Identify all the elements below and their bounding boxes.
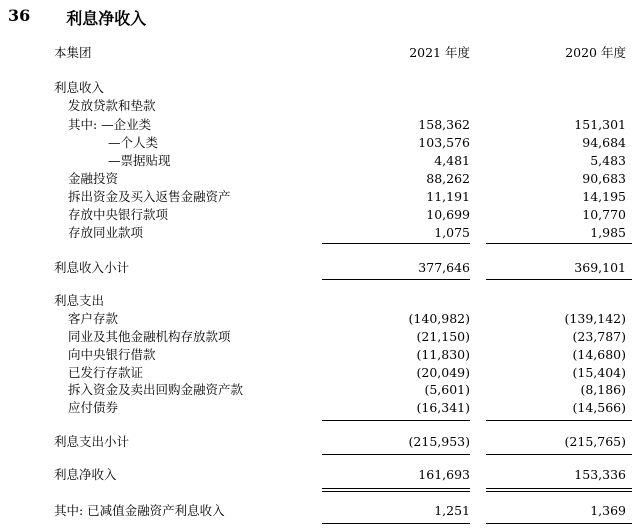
table-row <box>0 346 640 364</box>
subtotal-rule <box>486 420 632 421</box>
value-2021: 377,646 <box>418 260 470 275</box>
row-label: 客户存款 <box>68 311 119 326</box>
row-label: 存放中央银行款项 <box>68 207 169 222</box>
value-2020: (215,765) <box>564 434 626 449</box>
value-2021: (20,049) <box>416 365 470 380</box>
value-2020: (8,186) <box>580 382 626 397</box>
value-2020: 1,369 <box>590 503 626 518</box>
value-2021: 1,075 <box>434 225 470 240</box>
value-2020: (15,404) <box>572 365 626 380</box>
table-row <box>0 364 640 382</box>
table-row <box>0 381 640 399</box>
value-2021: (140,982) <box>408 311 470 326</box>
row-label: —个人类 <box>108 135 159 150</box>
row-label: 利息支出小计 <box>54 434 130 449</box>
table-row <box>0 97 640 115</box>
subtotal-rule <box>322 279 470 280</box>
table-row <box>0 328 640 346</box>
row-label: 存放同业款项 <box>68 225 144 240</box>
table-row <box>0 134 640 152</box>
section-heading <box>8 6 146 29</box>
value-2020: 369,101 <box>574 260 626 275</box>
table-row <box>0 116 640 134</box>
table-row <box>0 79 640 97</box>
total-double-rule <box>322 491 470 492</box>
subtotal-rule <box>322 420 470 421</box>
row-rule <box>486 523 632 524</box>
value-2020: 153,336 <box>574 467 626 482</box>
table-row <box>0 170 640 188</box>
section-title: 利息净收入 <box>66 9 147 28</box>
value-2021: 1,251 <box>434 503 470 518</box>
row-label: 利息净收入 <box>54 467 117 482</box>
section-number: 36 <box>8 6 31 25</box>
row-label: 应付债券 <box>68 400 119 415</box>
value-2020: 90,683 <box>582 171 626 186</box>
value-2021: (5,601) <box>424 382 470 397</box>
total-double-rule <box>486 488 632 489</box>
column-header-2021: 2021 年度 <box>409 45 470 60</box>
value-2020: (23,787) <box>572 329 626 344</box>
row-label: 利息收入 <box>54 80 105 95</box>
subtotal-rule <box>486 454 632 455</box>
value-2020: 151,301 <box>574 117 626 132</box>
value-2020: (14,566) <box>572 400 626 415</box>
value-2021: 4,481 <box>434 153 470 168</box>
subtotal-rule <box>486 279 632 280</box>
subtotal-row <box>0 259 640 277</box>
row-label: 利息收入小计 <box>54 260 130 275</box>
table-row <box>0 152 640 170</box>
table-row <box>0 292 640 310</box>
column-header-2020: 2020 年度 <box>565 45 626 60</box>
table-row <box>0 224 640 242</box>
total-row <box>0 466 640 484</box>
value-2020: (139,142) <box>564 311 626 326</box>
value-2021: 103,576 <box>418 135 470 150</box>
row-label: 利息支出 <box>54 293 105 308</box>
subtotal-row <box>0 433 640 451</box>
column-header-row <box>0 44 640 62</box>
table-row <box>0 310 640 328</box>
value-2021: 88,262 <box>426 171 470 186</box>
value-2020: 1,985 <box>590 225 626 240</box>
subtotal-rule <box>322 454 470 455</box>
value-2020: (14,680) <box>572 347 626 362</box>
row-label: —票据贴现 <box>108 153 171 168</box>
value-2021: 158,362 <box>418 117 470 132</box>
table-row <box>0 206 640 224</box>
value-2021: (215,953) <box>408 434 470 449</box>
table-row <box>0 399 640 417</box>
subtotal-rule <box>322 243 470 244</box>
row-label: 同业及其他金融机构存放款项 <box>68 329 231 344</box>
group-label: 本集团 <box>54 45 92 60</box>
value-2020: 14,195 <box>582 189 626 204</box>
value-2021: 10,699 <box>426 207 470 222</box>
value-2021: (16,341) <box>416 400 470 415</box>
table-row <box>0 502 640 520</box>
row-rule <box>322 523 470 524</box>
row-label: 其中: —企业类 <box>68 117 152 132</box>
value-2020: 5,483 <box>590 153 626 168</box>
value-2020: 10,770 <box>582 207 626 222</box>
total-double-rule <box>322 488 470 489</box>
value-2021: (11,830) <box>416 347 470 362</box>
row-label: 已发行存款证 <box>68 365 144 380</box>
total-double-rule <box>486 491 632 492</box>
row-label: 发放贷款和垫款 <box>68 98 156 113</box>
value-2020: 94,684 <box>582 135 626 150</box>
row-label: 拆入资金及卖出回购金融资产款 <box>68 382 244 397</box>
row-label: 向中央银行借款 <box>68 347 156 362</box>
row-label: 拆出资金及买入返售金融资产 <box>68 189 231 204</box>
value-2021: 161,693 <box>418 467 470 482</box>
value-2021: (21,150) <box>416 329 470 344</box>
value-2021: 11,191 <box>426 189 470 204</box>
table-row <box>0 188 640 206</box>
row-label: 其中: 已减值金融资产利息收入 <box>54 503 225 518</box>
row-label: 金融投资 <box>68 171 119 186</box>
subtotal-rule <box>486 243 632 244</box>
